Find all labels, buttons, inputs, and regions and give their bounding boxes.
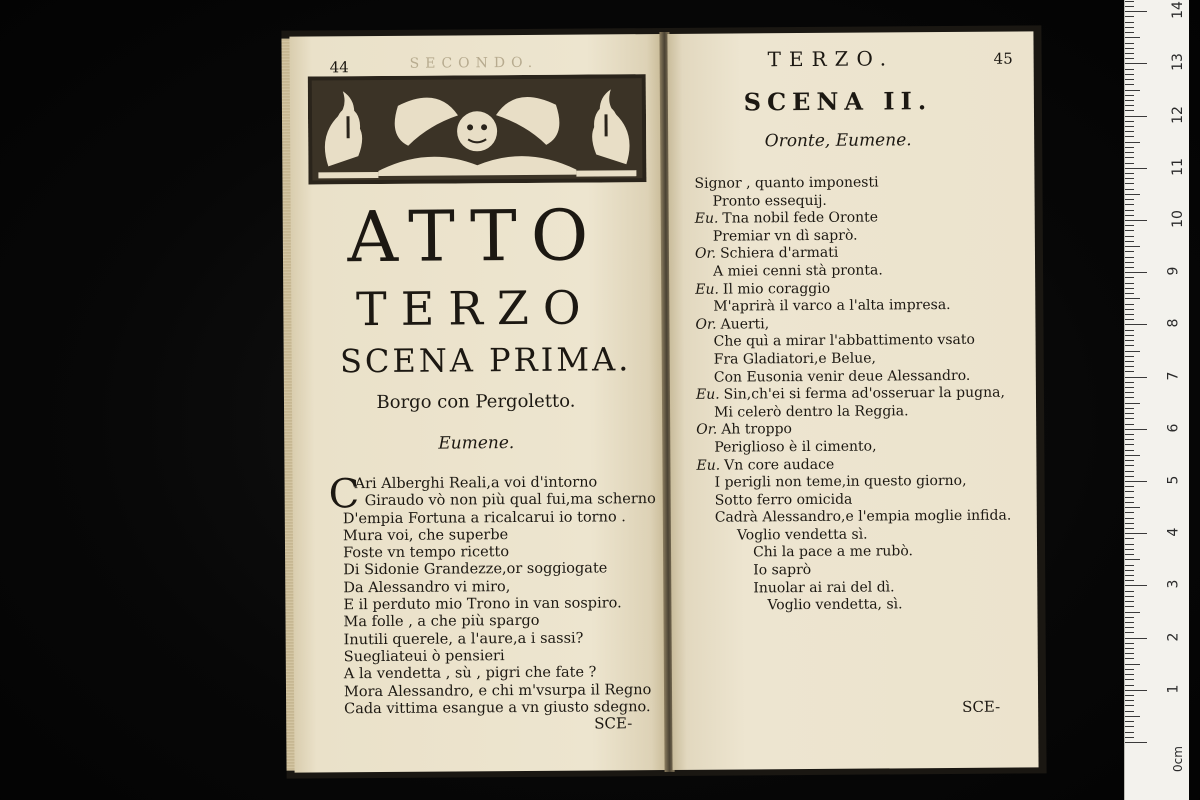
ruler-number: 9	[1165, 266, 1182, 276]
speaker-abbrev: Eu.	[696, 457, 721, 474]
ruler-tick	[1125, 538, 1134, 539]
verse-line	[697, 578, 1027, 598]
ruler-tick	[1125, 262, 1134, 263]
ruler-number: 6	[1165, 423, 1182, 433]
ruler-tick	[1125, 408, 1134, 409]
verse-line	[696, 455, 1026, 475]
verse-line	[696, 420, 1026, 440]
ruler-tick	[1125, 632, 1134, 633]
verse-block-right	[694, 173, 1027, 615]
page-number-right: 45	[993, 49, 1013, 68]
verse-line	[697, 596, 1027, 616]
ruler-number: 5	[1165, 475, 1182, 485]
verse-line	[695, 279, 1025, 299]
ruler-tick	[1125, 131, 1134, 132]
open-book	[281, 25, 1046, 778]
ruler-tick	[1125, 565, 1134, 566]
ruler-tick	[1125, 721, 1134, 722]
ruler-tick	[1125, 544, 1134, 545]
ruler-tick	[1125, 705, 1134, 706]
verse-line	[695, 297, 1025, 317]
ruler-tick	[1125, 100, 1134, 101]
ruler-tick	[1125, 413, 1134, 414]
verse-text: Inuolar ai rai del dì.	[753, 579, 895, 597]
ruler-tick	[1125, 340, 1134, 341]
verse-line: D'empia Fortuna a ricalcarui io torno .	[342, 508, 626, 527]
ruler-tick	[1125, 168, 1147, 169]
verse-line: Mora Alessandro, e chi m'vsurpa il Regno	[343, 681, 652, 700]
ruler-tick	[1125, 163, 1134, 164]
catchword-right: SCE-	[962, 697, 1001, 716]
ruler-tick	[1125, 53, 1134, 54]
running-head: TERZO.	[767, 46, 895, 72]
ruler-tick	[1125, 732, 1134, 733]
ruler-tick	[1125, 617, 1134, 618]
ruler-tick	[1125, 90, 1140, 91]
ruler-tick	[1125, 591, 1134, 592]
ruler-tick	[1125, 476, 1134, 477]
ruler-tick	[1125, 43, 1134, 44]
verse-line	[695, 191, 1025, 211]
ruler-tick	[1125, 356, 1134, 357]
ruler-tick	[1125, 121, 1134, 122]
verse-line	[696, 367, 1026, 387]
ruler-tick	[1125, 257, 1134, 258]
verse-line	[697, 473, 1027, 493]
verse-text: Schiera d'armati	[720, 245, 839, 262]
verse-line	[695, 314, 1025, 334]
drop-cap: C	[328, 471, 360, 518]
ruler-tick	[1125, 507, 1140, 508]
ruler-tick	[1125, 685, 1134, 686]
ruler-tick	[1125, 397, 1134, 398]
speaker-abbrev: Eu.	[694, 210, 719, 227]
verse-text: M'aprirà il varco a l'alta impresa.	[713, 297, 951, 315]
speaker-abbrev: Or.	[695, 316, 717, 333]
ruler-number: 7	[1165, 371, 1182, 381]
verse-text: Pronto essequij.	[712, 192, 827, 210]
verse-text: Con Eusonia venir deue Alessandro.	[713, 367, 971, 386]
ruler-tick	[1125, 742, 1147, 743]
ruler-tick	[1125, 392, 1134, 393]
ruler-tick	[1125, 643, 1134, 644]
ruler-tick	[1125, 382, 1134, 383]
ruler-tick	[1125, 465, 1134, 466]
ruler-tick	[1125, 283, 1134, 284]
ruler-tick	[1125, 314, 1134, 315]
ruler-tick	[1125, 674, 1134, 675]
ruler-tick	[1125, 455, 1140, 456]
ruler-tick	[1125, 424, 1134, 425]
speakers-heading: Oronte, Eumene.	[764, 130, 912, 152]
ruler-tick	[1125, 189, 1134, 190]
ruler-tick	[1125, 716, 1140, 717]
ruler-tick	[1125, 225, 1134, 226]
ruler-tick	[1125, 58, 1134, 59]
ruler-tick	[1125, 16, 1134, 17]
ruler-tick	[1125, 601, 1134, 602]
ruler-tick	[1125, 497, 1134, 498]
verse-text: Sotto ferro omicida	[714, 491, 853, 509]
verse-line	[696, 402, 1026, 422]
ruler-tick	[1125, 241, 1134, 242]
ruler-tick	[1125, 366, 1134, 367]
ruler-tick	[1125, 319, 1134, 320]
speaker-abbrev: Eu.	[695, 386, 720, 403]
ruler-tick	[1125, 110, 1134, 111]
verse-line	[694, 173, 1024, 193]
ruler-tick	[1125, 293, 1134, 294]
ruler-tick	[1125, 288, 1134, 289]
woodcut-ornament-image	[308, 74, 647, 184]
ruler-tick	[1125, 246, 1140, 247]
verse-line	[697, 543, 1027, 563]
verse-text: Chi la pace a me rubò.	[752, 543, 914, 561]
title-terzo: TERZO	[355, 280, 595, 337]
verse-line: Di Sidonie Grandezze,or soggiogate	[343, 560, 608, 579]
verse-line	[695, 261, 1025, 281]
verse-line: E il perduto mio Trono in van sospiro.	[343, 595, 622, 614]
ruler-tick	[1125, 627, 1134, 628]
stage-direction: Borgo con Pergoletto.	[376, 390, 576, 414]
speaker-eumene: Eumene.	[438, 433, 515, 454]
ruler-tick	[1125, 434, 1134, 435]
ruler-tick	[1125, 596, 1134, 597]
ruler-tick	[1125, 74, 1134, 75]
ruler-tick	[1125, 230, 1134, 231]
ruler-tick	[1125, 559, 1140, 560]
ruler-tick	[1125, 502, 1134, 503]
verse-text: Auerti,	[720, 316, 770, 333]
verse-text: Cadrà Alessandro,e l'empia moglie infida.	[714, 507, 1012, 526]
ruler-tick	[1125, 84, 1134, 85]
ruler-tick	[1125, 371, 1134, 372]
ruler-tick	[1125, 387, 1134, 388]
ruler-tick	[1125, 27, 1134, 28]
ruler-tick	[1125, 32, 1134, 33]
ruler-tick	[1125, 658, 1134, 659]
ruler-tick	[1125, 580, 1134, 581]
measuring-ruler	[1124, 0, 1189, 800]
right-page	[667, 31, 1038, 770]
ruler-tick	[1125, 309, 1134, 310]
ruler-tick	[1125, 277, 1134, 278]
ruler-tick	[1125, 700, 1134, 701]
verse-line	[697, 508, 1027, 528]
verse-text: Il mio coraggio	[722, 280, 831, 298]
ruler-tick	[1125, 711, 1134, 712]
ruler-tick	[1125, 528, 1134, 529]
ruler-tick	[1125, 679, 1134, 680]
ruler-tick	[1125, 444, 1134, 445]
ruler-tick	[1125, 549, 1134, 550]
ruler-tick	[1125, 638, 1147, 639]
verse-block-left	[328, 471, 667, 719]
ruler-tick	[1125, 204, 1134, 205]
verse-text: A miei cenni stà pronta.	[713, 262, 883, 280]
ruler-tick	[1125, 126, 1134, 127]
ruler-tick	[1125, 648, 1134, 649]
ruler-tick	[1125, 491, 1134, 492]
verse-line	[696, 385, 1026, 405]
scene-heading-ii: SCENA II.	[743, 86, 933, 117]
left-page	[289, 34, 666, 773]
ruler-tick	[1125, 726, 1134, 727]
ruler-tick	[1125, 79, 1134, 80]
ruler-number: 11	[1169, 157, 1186, 176]
ruler-tick	[1125, 345, 1134, 346]
ruler-tick	[1125, 377, 1147, 378]
ruler-tick	[1125, 157, 1134, 158]
verse-text: I perigli non teme,in questo giorno,	[714, 472, 967, 491]
ruler-tick	[1125, 570, 1134, 571]
ruler-tick	[1125, 11, 1147, 12]
ruler-number: 2	[1165, 632, 1182, 642]
speaker-abbrev: Or.	[696, 421, 718, 439]
ruler-tick	[1125, 403, 1140, 404]
verse-line	[696, 349, 1026, 369]
ruler-tick	[1125, 215, 1134, 216]
verse-line: Inutili querele, a l'aure,a i sassi?	[343, 630, 584, 648]
ruler-tick	[1125, 267, 1134, 268]
verse-text: Tna nobil fede Oronte	[722, 209, 879, 227]
ruler-number: 3	[1165, 579, 1182, 589]
ruler-tick	[1125, 439, 1134, 440]
ruler-tick	[1125, 152, 1134, 153]
title-atto: ATTO	[347, 194, 603, 279]
verse-line	[697, 525, 1027, 545]
ruler-tick	[1125, 335, 1134, 336]
ghost-header: SECONDO.	[409, 54, 539, 72]
ruler-tick	[1125, 351, 1140, 352]
ruler-tick	[1125, 361, 1134, 362]
verse-line: Ma folle , a che più spargo	[343, 613, 540, 631]
verse-line: Foste vn tempo ricetto	[342, 544, 510, 562]
ruler-tick	[1125, 690, 1147, 691]
verse-line: Suegliateui ò pensieri	[343, 648, 505, 666]
ruler-tick	[1125, 695, 1134, 696]
ruler-tick	[1125, 523, 1134, 524]
ruler-tick	[1125, 575, 1134, 576]
ruler-tick	[1125, 471, 1134, 472]
speaker-abbrev: Eu.	[695, 281, 719, 298]
verse-text: Voglio vendetta sì.	[736, 526, 868, 544]
verse-text: Ah troppo	[721, 421, 793, 438]
ruler-tick	[1125, 210, 1134, 211]
ruler-tick	[1125, 585, 1147, 586]
ruler-tick	[1125, 324, 1147, 325]
speaker-abbrev: Or.	[694, 246, 717, 263]
ruler-tick	[1125, 486, 1134, 487]
ruler-tick	[1125, 69, 1134, 70]
ruler-tick	[1125, 22, 1134, 23]
verse-line: Giraudo vò non più qual fui,ma scherno	[364, 491, 656, 510]
ruler-tick	[1125, 664, 1140, 665]
ruler-tick	[1125, 460, 1134, 461]
ruler-tick	[1125, 236, 1134, 237]
ruler-tick	[1125, 533, 1147, 534]
verse-text: Premiar vn dì saprò.	[712, 227, 858, 245]
ruler-tick	[1125, 512, 1134, 513]
verse-line: Mura voi, che superbe	[342, 526, 509, 545]
ruler-tick	[1125, 304, 1134, 305]
ruler-tick	[1125, 220, 1147, 221]
verse-text: Sin,ch'ei si ferma ad'osseruar la pugna,	[723, 384, 1005, 403]
page-number-left: 44	[329, 58, 349, 77]
verse-text: Vn core audace	[724, 456, 835, 474]
ruler-tick	[1125, 298, 1140, 299]
verse-line: Cada vittima esangue a vn giusto sdegno.	[344, 698, 651, 718]
ruler-tick	[1125, 1, 1134, 2]
ruler-number: 1	[1165, 684, 1182, 694]
verse-line	[695, 209, 1025, 229]
verse-text: Periglioso è il cimento,	[714, 438, 877, 456]
ruler-tick	[1125, 272, 1147, 273]
ruler-tick	[1125, 737, 1134, 738]
ruler-tick	[1125, 178, 1134, 179]
verse-text: Signor , quanto imponesti	[694, 174, 879, 192]
verse-line: Da Alessandro vi miro,	[343, 578, 511, 597]
verse-text: Voglio vendetta, sì.	[767, 596, 903, 614]
ruler-number: 4	[1165, 527, 1182, 537]
verse-line	[696, 332, 1026, 352]
ruler-tick	[1125, 450, 1134, 451]
ruler-tick	[1125, 251, 1134, 252]
ruler-tick	[1125, 330, 1134, 331]
scene-heading-prima: SCENA PRIMA.	[339, 340, 632, 381]
ruler-tick	[1125, 147, 1134, 148]
ruler-tick	[1125, 612, 1140, 613]
ruler-tick	[1125, 142, 1140, 143]
verse-text: Che quì a mirar l'abbattimento vsato	[713, 332, 975, 350]
ruler-tick	[1125, 418, 1134, 419]
verse-line	[695, 244, 1025, 264]
ruler-tick	[1125, 136, 1134, 137]
ruler-tick	[1125, 95, 1134, 96]
ruler-tick	[1125, 183, 1134, 184]
ruler-tick	[1125, 606, 1134, 607]
ruler-tick	[1125, 622, 1134, 623]
verse-line: Ari Alberghi Reali,a voi d'intorno	[354, 474, 598, 493]
ruler-tick	[1125, 518, 1134, 519]
verse-line: A la vendetta , sù , pigri che fate ?	[343, 664, 597, 683]
verse-line	[697, 561, 1027, 581]
verse-line	[696, 437, 1026, 457]
ruler-tick	[1125, 173, 1134, 174]
ruler-number: 8	[1165, 318, 1182, 328]
ruler-tick	[1125, 429, 1147, 430]
ruler-tick	[1125, 6, 1134, 7]
verse-line	[695, 226, 1025, 246]
ruler-tick	[1125, 653, 1134, 654]
verse-text: Mi celerò dentro la Reggia.	[714, 403, 909, 421]
ruler-tick	[1125, 37, 1140, 38]
ruler-tick	[1125, 481, 1147, 482]
ruler-tick	[1125, 194, 1140, 195]
ruler-tick	[1125, 116, 1147, 117]
ruler-number: 14	[1169, 1, 1186, 20]
ruler-tick	[1125, 48, 1134, 49]
catchword-left: SCE-	[594, 714, 633, 733]
ruler-number: 12	[1169, 105, 1186, 124]
verse-text: Io saprò	[753, 562, 812, 579]
ruler-tick	[1125, 199, 1134, 200]
ruler-tick	[1125, 105, 1134, 106]
ruler-tick	[1125, 669, 1134, 670]
ruler-number: 13	[1169, 53, 1186, 72]
ruler-tick	[1125, 554, 1134, 555]
verse-text: Fra Gladiatori,e Belue,	[713, 350, 876, 368]
ruler-number: 10	[1169, 210, 1186, 228]
ruler-unit-label: 0cm	[1170, 746, 1185, 772]
ruler-tick	[1125, 63, 1147, 64]
